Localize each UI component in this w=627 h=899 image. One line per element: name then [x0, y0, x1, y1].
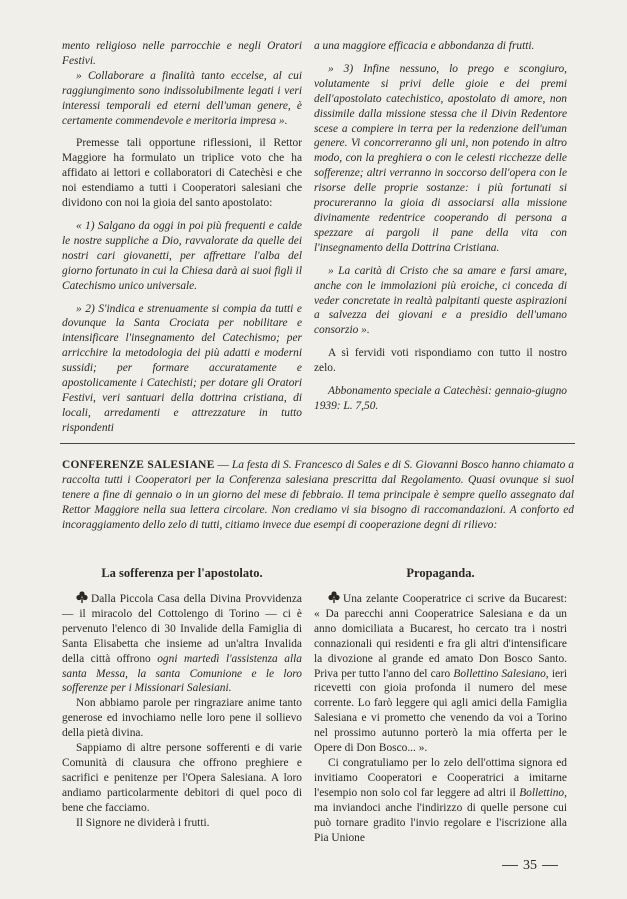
page-number [480, 858, 580, 874]
paragraph: Il Signore ne dividerà i frutti. [76, 816, 210, 829]
text-span: Dalla Piccola Casa della Divina Provvidenza — il miracolo del Cottolengo di Torino — ci è pervenuto l'elenco di 30 Invalide della Famiglia di Santa Elisabetta che insieme ad un'altra Invalida della città offrono [62, 593, 302, 665]
paragraph: « 1) Salgano da oggi in poi più frequenti e calde le nostre suppliche a Dio, ravvalorate da quelle dei nostri cari giovanetti, per affrettare l'alba del giorno fortunato in cui la Chiesa darà ai suoi figli il Catechismo unico universale. [62, 219, 302, 292]
subsection-title-left: La sofferenza per l'apostolato. [101, 566, 263, 580]
paragraph: a una maggiore efficacia e abbondanza di frutti. [314, 40, 535, 52]
section-intro: La festa di S. Francesco di Sales e di S. Giovanni Bosco hanno chiamato a raccolta tutti i Cooperatori per la Conferenza salesiana prescritta dal Regolamento. Quasi ovunque si suol tenere a fine di gennaio o in un giorno del mese di febbraio. Il tema principale è sempre quello assegnato dal Rettor Maggiore nella sua lettera circolare. Non crediamo vi sia bisogno di raccomandazioni. A conforto ed incoraggiamento dello zelo di tutti, citiamo invece due esempi di cooperazione degni di rilievo: [62, 459, 574, 531]
clover-icon [76, 591, 88, 603]
section-heading: CONFERENZE SALESIANE [62, 459, 215, 471]
paragraph: » 3) Infine nessuno, lo prego e scongiuro, volutamente si privi delle gioie e dei premi dell'apostolato catechistico, apostolato di amore, non dissimile dalla missione stessa che il Divin Redentore scese a compiere in terra per la redenzione dell'uman genere. Vi concorreranno gli uni, non potendo in altro modo, con la preghiera o con le celesti ricchezze delle sofferenze; altri verranno in soccorso dell'opera con le risorse delle proprie sostanze: i più fortunati si procureranno la gioia di associarsi alla missione divinamente redentrice cooperando di persona a spezzare ai pargoli il pane della vita con l'insegnamento della Dottrina Cristiana. [314, 62, 567, 254]
paragraph: mento religioso nelle parrocchie e negli Oratori Festivi. [62, 40, 302, 67]
paragraph: » La carità di Cristo che sa amare e farsi amare, anche con le immolazioni più eroiche, ci conceda di veder concretate in realtà palpitanti queste aspirazioni a salvezza dei giovani e a presidio dell'umano consorzio ». [314, 264, 567, 337]
section-divider [60, 443, 575, 444]
dash-left [502, 865, 518, 866]
paragraph [62, 591, 302, 696]
column-top-right [314, 39, 567, 414]
paragraph: Non abbiamo parole per ringraziare anime tanto generose ed invochiamo nelle loro pene il sollievo della pietà divina. [62, 697, 302, 740]
text-span: Una zelante Cooperatrice ci scrive da Bucarest: « Da parecchi anni Cooperatrice Salesiana e da un anno domiciliata a Bucarest, ho cercato tra i nostri connazionali qui residenti e fra gli altri d'intensificare la divozione al grande ed amato Don Bosco Santo. Priva per tutto l'anno del caro [314, 593, 567, 680]
paragraph [314, 756, 567, 845]
subscription-note: Abbonamento speciale a Catechèsi: gennaio-giugno 1939: L. 7,50. [314, 385, 567, 412]
paragraph: » 2) S'indica e strenuamente si compia da tutti e dovunque la Santa Crociata per nobilitare e intensificare l'insegnamento del Catechismo; per arricchire la metodologia dei più adatti e moderni sussidi; per formare accuratamente e apostolicamente i Catechisti; per dotare gli Oratori Festivi, veri santuari della dottrina cristiana, di locali, arredamenti e attrezzature in tutto rispondenti [62, 302, 302, 434]
column-bottom-right [314, 591, 567, 845]
clover-icon [328, 591, 340, 603]
paragraph: A sì fervidi voti rispondiamo con tutto il nostro zelo. [314, 347, 567, 375]
dash-right [542, 865, 558, 866]
paragraph: » Collaborare a finalità tanto eccelse, al cui raggiungimento sono indissolubilmente legati i veri interessi temporali ed eterni dell'uman genere, è certamente commendevole e meritoria impresa ». [62, 69, 302, 127]
column-bottom-left [62, 591, 302, 831]
subsection-title-right: Propaganda. [406, 566, 475, 580]
text-span: , ma inviandoci anche l'indirizzo di quelle persone cui può tornare gradito l'invio regolare e l'iscrizione alla Pia Unione [314, 786, 567, 844]
text-span: ogni martedì l'assistenza alla santa Messa, la santa Comunione e le loro sofferenze per i Missionari Salesiani. [62, 652, 302, 695]
page-number-text: 35 [523, 858, 537, 873]
text-span: , ieri ricevetti con gioia profonda il numero del mese corrente. Lo farò leggere qui agli amici della Famiglia Salesiana e vi prometto che venendo da voi a Torino nel prossimo autunno porterò la mia offerta per le Opere di Don Bosco... ». [314, 667, 567, 755]
conferenze-block [62, 458, 574, 533]
paragraph: Premesse tali opportune riflessioni, il Rettor Maggiore ha formulato un triplice voto che ha affidato ai lettori e collaboratori di Catechèsi e che noi estendiamo a tutti i Cooperatori salesiani che dividono con noi la gioia del santo apostolato: [62, 137, 302, 210]
text-span: Bollettino Salesiano [453, 667, 546, 680]
paragraph: Sappiamo di altre persone sofferenti e di varie Comunità di clausura che offrono preghiere e sacrifici e penitenze per l'Opera Salesiana. A loro andiamo particolarmente debitori di quel poco di bene che facciamo. [62, 742, 302, 814]
text-span: Bollettino [519, 786, 565, 799]
heading-dash: — [214, 459, 232, 471]
text-span: Ci congratuliamo per lo zelo dell'ottima signora ed invitiamo Cooperatori e Cooperatrici a imitarne l'esempio non solo col far leggere ad altri il [314, 756, 567, 799]
column-top-left [62, 39, 302, 436]
paragraph [314, 591, 567, 756]
